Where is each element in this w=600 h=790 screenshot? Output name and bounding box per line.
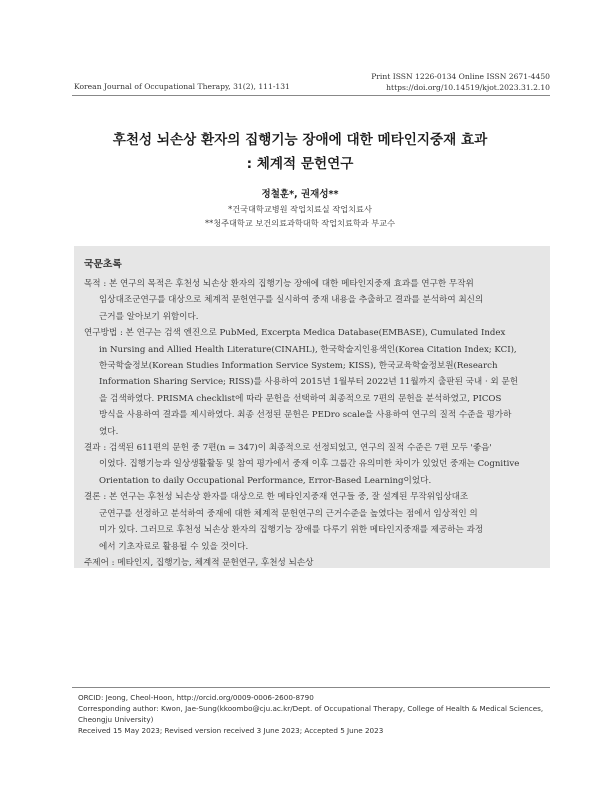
abstract-line: 결론 : 본 연구는 후천성 뇌손상 환자를 대상으로 한 메타인지중재 연구들 중, 잘 설계된 무작위임상대조: [84, 492, 469, 503]
title-line-2: : 체계적 문헌연구: [246, 156, 354, 172]
affiliation-1: *건국대학교병원 작업치료실 작업치료사: [228, 204, 372, 214]
abstract-line: 군연구를 선정하고 분석하여 중재에 대한 체계적 문헌연구의 근거수준을 높였다는 점에서 임상적인 의: [99, 508, 478, 519]
abstract-box: [74, 246, 550, 568]
abstract-keywords: [84, 555, 546, 571]
abstract-line: 목적 : 본 연구의 목적은 후천성 뇌손상 환자의 집행기능 장애에 대한 메타인지중재 효과를 연구한 무작위: [84, 279, 474, 289]
keywords-line: 주제어 : 메타인지, 집행기능, 체계적 문헌연구, 후천성 뇌손상: [84, 557, 314, 568]
received-dates: Received 15 May 2023; Revised version received 3 June 2023; Accepted 5 June 2023: [78, 726, 384, 735]
abstract-line: 결과 : 검색된 611편의 문헌 중 7편(n = 347)이 최종적으로 선정되었고, 연구의 질적 수준은 7편 모두 '좋음': [84, 443, 492, 454]
footnote-divider: [72, 687, 550, 688]
journal-citation: Korean Journal of Occupational Therapy, 31(2), 111-131: [74, 82, 290, 91]
abstract-line: 근거를 알아보기 위함이다.: [99, 311, 199, 322]
corresponding-author-affiliation: Cheongju University): [78, 715, 154, 724]
corresponding-author-note: Corresponding author: Kwon, Jae-Sung(kkoombo@cju.ac.kr/Dept. of Occupational Therapy, College of Health & Medical Sciences,: [78, 704, 544, 713]
abstract-line: 임상대조군연구를 대상으로 체계적 문헌연구를 실시하여 중재 내용을 추출하고 결과를 분석하여 최신의: [99, 295, 484, 306]
abstract-line: 을 검색하였다. PRISMA checklist에 따라 문헌을 선택하여 최종적으로 7편의 문헌을 분석하였고, PICOS: [99, 393, 502, 404]
abstract-line: 였다.: [99, 426, 119, 437]
abstract-line: Orientation to daily Occupational Performance, Error-Based Learning이었다.: [99, 475, 432, 486]
abstract-results: [84, 440, 546, 489]
abstract-line: 연구방법 : 본 연구는 검색 엔진으로 PubMed, Excerpta Medica Database(EMBASE), Cumulated Index: [84, 328, 506, 339]
abstract-line: 한국학술정보(Korean Studies Information Service System; KISS), 한국교육학술정보원(Research: [99, 361, 498, 372]
abstract-line: 방식을 사용하여 결과를 제시하였다. 최종 선정된 문헌은 PEDro scale을 사용하여 연구의 질적 수준을 평가하: [99, 410, 512, 421]
abstract-purpose: [84, 276, 546, 325]
abstract-line: 에서 기초자료로 활용될 수 있을 것이다.: [99, 541, 249, 552]
author-list: 정철훈*, 권재성**: [261, 189, 339, 200]
footnotes: [78, 692, 548, 736]
header-divider: [72, 95, 550, 96]
abstract-line: 이었다. 집행기능과 일상생활활동 및 참여 평가에서 중재 이후 그룹간 유의미한 차이가 있었던 중재는 Cognitive: [99, 459, 520, 470]
abstract-body: [84, 276, 546, 571]
header-issn-doi: [371, 71, 550, 93]
doi-text: https://doi.org/10.14519/kjot.2023.31.2.10: [386, 83, 550, 92]
abstract-line: 미가 있다. 그러므로 후천성 뇌손상 환자의 집행기능 장애를 다루기 위한 메타인지중재를 제공하는 과정: [99, 525, 484, 536]
abstract-line: Information Sharing Service; RISS)를 사용하여 2015년 1월부터 2022년 11월까지 출판된 국내 · 외 문헌: [99, 377, 519, 388]
paper-title: [72, 128, 528, 176]
issn-text: Print ISSN 1226-0134 Online ISSN 2671-4450: [371, 72, 550, 81]
orcid-note: ORCID: Jeong, Cheol-Hoon, http://orcid.org/0009-0006-2600-8790: [78, 693, 314, 702]
abstract-conclusion: [84, 489, 546, 555]
abstract-heading: 국문초록: [84, 259, 122, 270]
affiliation-2: **청주대학교 보건의료과학대학 작업치료학과 부교수: [205, 218, 395, 228]
title-line-1: 후천성 뇌손상 환자의 집행기능 장애에 대한 메타인지중재 효과: [112, 132, 488, 148]
abstract-line: in Nursing and Allied Health Literature(CINAHL), 한국학술지인용색인(Korea Citation Index; KCI),: [99, 344, 517, 355]
abstract-method: [84, 325, 546, 440]
